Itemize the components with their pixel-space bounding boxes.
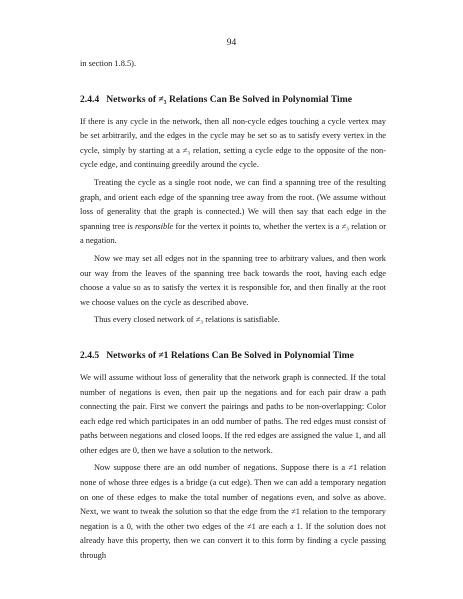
paragraph: Thus every closed network of ≠₃ relations is satisfiable. [94, 315, 280, 325]
paragraph-text: Treating the cycle as a single root node, we can find a spanning tree of the resulting graph, and orient each edge of the spanning tree away from the root. (We assume without loss of generality that the graph is connected.) We will then say that each edge in the spanning tree is [80, 177, 386, 231]
lead-text: in section 1.8.5). [80, 59, 137, 68]
section-heading-2-4-4 [80, 93, 386, 106]
page-number: 94 [226, 38, 237, 48]
section-number: 2.4.4 [80, 93, 100, 105]
paragraph: Now we may set all edges not in the spanning tree to arbitrary values, and then work our way from the leaves of the spanning tree back towards the root, having each edge choose a value so as to satisfy the vertex it is responsible for, and then finally at the root we choose values on the cycle as described above. [80, 253, 386, 307]
emphasis-text: responsible [134, 221, 174, 231]
section-title: Networks of ≠₃ Relations Can Be Solved in Polynomial Time [106, 93, 352, 105]
paragraph-text: for the vertex it points to, whether the vertex is a ≠₃ relation or a negation. [80, 221, 386, 246]
paragraph: If there is any cycle in the network, then all non-cycle edges touching a cycle vertex may be set arbitrarily, and the edges in the cycle may be set so as to satisfy every vertex in the cycle, simply by starting at a ≠₃ relation, setting a cycle edge to the opposite of the non-cycle edge, and continuing greedily around the cycle. [80, 116, 386, 170]
section-number: 2.4.5 [80, 349, 100, 361]
paragraph: We will assume without loss of generality that the network graph is connected. If the total number of negations is even, then pair up the negations and for each pair draw a path connecting the pair. First we convert the pairings and paths to be non-overlapping: Color each edge red which participates in an odd number of paths. The red edges must consist of paths between negations and closed loops. If the red edges are assigned the value 1, and all other edges are 0, then we have a solution to the network. [80, 372, 386, 455]
page-content [80, 57, 386, 567]
paragraph: Now suppose there are an odd number of negations. Suppose there is a ≠1 relation none of whose three edges is a bridge (a cut edge). Then we can add a temporary negation on one of these edges to make the total number of negations even, and solve as above. Next, we want to tweak the solution so that the edge from the ≠1 relation to the temporary negation is a 0, with the other two edges of the ≠1 are each a 1. If the solution does not already have this property, then we can convert it to this form by finding a cycle passing through [80, 463, 386, 561]
section-heading-2-4-5 [80, 349, 386, 362]
paragraph [80, 176, 386, 249]
section-title: Networks of ≠1 Relations Can Be Solved in Polynomial Time [106, 349, 354, 361]
